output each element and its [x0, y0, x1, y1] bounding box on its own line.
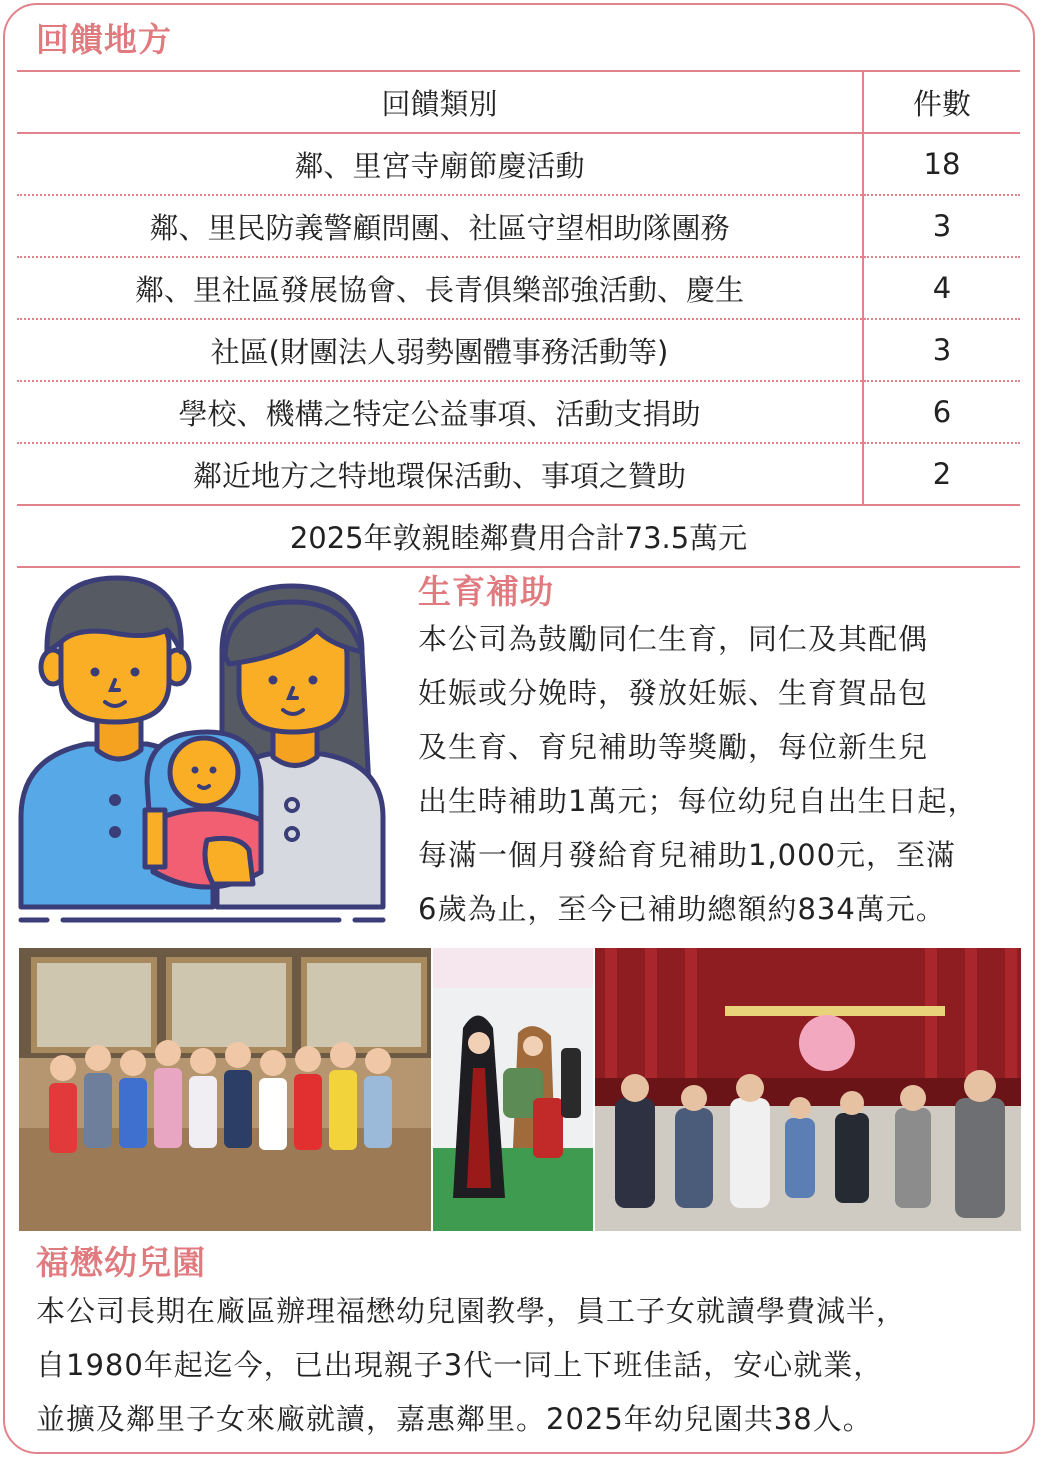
- feedback-section-title: 回饋地方: [36, 20, 172, 59]
- birth-line: 每滿一個月發給育兒補助1,000元，至滿: [418, 838, 957, 872]
- row-count: 3: [863, 195, 1020, 257]
- birth-line: 本公司為鼓勵同仁生育，同仁及其配偶: [418, 622, 929, 656]
- row-category: 鄰近地方之特地環保活動、事項之贊助: [192, 458, 686, 493]
- row-category: 鄰、里宮寺廟節慶活動: [294, 148, 585, 183]
- table-header-row: [17, 71, 1020, 133]
- birth-section-title: 生育補助: [418, 572, 554, 611]
- total-text: 2025年敦親睦鄰費用合計73.5萬元: [289, 520, 748, 555]
- row-count: 4: [863, 257, 1020, 319]
- kindergarten-section-title: 福懋幼兒園: [36, 1243, 206, 1282]
- table-row: [17, 381, 1020, 443]
- row-category: 社區(財團法人弱勢團體事務活動等): [210, 334, 669, 369]
- birth-line: 妊娠或分娩時，發放妊娠、生育賀品包: [418, 676, 929, 710]
- row-count: 6: [863, 381, 1020, 443]
- table-row: [17, 195, 1020, 257]
- row-category: 鄰、里民防義警顧問團、社區守望相助隊團務: [149, 210, 730, 245]
- table-row: [17, 443, 1020, 505]
- header-count: 件數: [863, 71, 1020, 133]
- halloween-costume-photo: [433, 948, 593, 1231]
- kindergarten-line: 自1980年起迄今，已出現親子3代一同上下班佳話，安心就業，: [36, 1348, 884, 1382]
- kindergarten-paragraph: [36, 1284, 1026, 1446]
- row-category: 學校、機構之特定公益事項、活動支捐助: [178, 396, 701, 431]
- row-count: 3: [863, 319, 1020, 381]
- kids-group-photo: [19, 948, 431, 1231]
- birth-line: 6歲為止，至今已補助總額約834萬元。: [418, 892, 946, 926]
- row-count: 2: [863, 443, 1020, 505]
- birth-line: 出生時補助1萬元；每位幼兒自出生日起，: [418, 784, 978, 818]
- family-icon: [17, 572, 389, 928]
- feedback-table: [17, 70, 1020, 568]
- total-row: [17, 505, 1020, 567]
- stage-event-photo: [595, 948, 1021, 1231]
- table-row: [17, 133, 1020, 195]
- row-category: 鄰、里社區發展協會、長青俱樂部強活動、慶生: [134, 272, 744, 307]
- birth-line: 及生育、育兒補助等獎勵，每位新生兒: [418, 730, 929, 764]
- table-row: [17, 257, 1020, 319]
- row-count: 18: [863, 133, 1020, 195]
- kindergarten-line: 本公司長期在廠區辦理福懋幼兒園教學，員工子女就讀學費減半，: [36, 1294, 907, 1328]
- kindergarten-line: 並擴及鄰里子女來廠就讀，嘉惠鄰里。2025年幼兒園共38人。: [36, 1402, 873, 1436]
- table-row: [17, 319, 1020, 381]
- birth-paragraph: [418, 612, 1048, 936]
- header-category: 回饋類別: [381, 86, 498, 121]
